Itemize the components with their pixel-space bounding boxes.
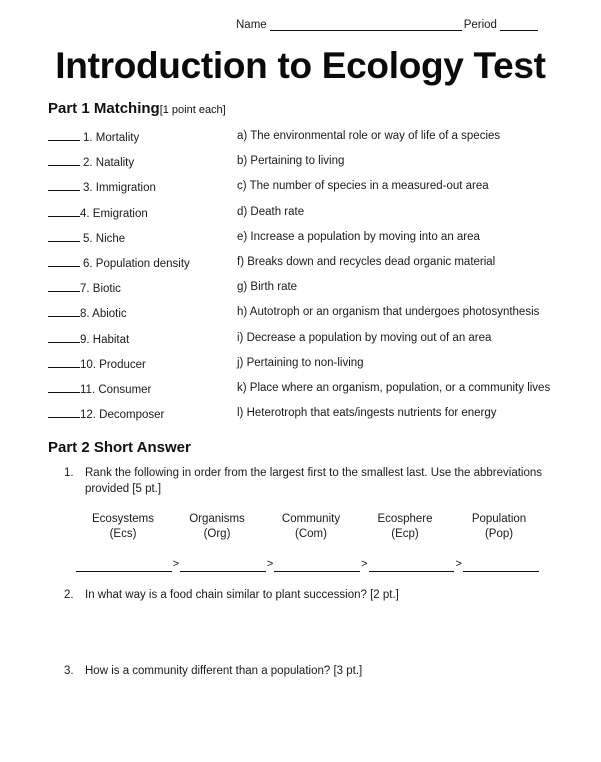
rank-word-item: [452, 512, 546, 542]
matching-row: [48, 357, 568, 382]
matching-definition: d) Death rate: [237, 205, 305, 218]
matching-answer-blank[interactable]: [48, 256, 80, 267]
question-2-text: In what way is a food chain similar to plant succession? [2 pt.]: [85, 589, 399, 601]
matching-row: [48, 407, 568, 432]
question-3: [64, 664, 543, 680]
matching-answer-blank[interactable]: [48, 231, 80, 242]
matching-term: [48, 306, 127, 321]
matching-term-label: 8. Abiotic: [80, 308, 127, 321]
matching-term-label: 9. Habitat: [80, 333, 130, 346]
matching-answer-blank[interactable]: [48, 407, 80, 418]
matching-term-label: 10. Producer: [80, 358, 146, 371]
matching-definition: l) Heterotroph that eats/ingests nutrients for energy: [237, 407, 497, 420]
rank-word-name: Population: [471, 513, 527, 525]
matching-row: [48, 306, 568, 331]
matching-term-label: 5. Niche: [83, 232, 126, 245]
matching-row: [48, 281, 568, 306]
matching-definition: a) The environmental role or way of life of a species: [237, 130, 501, 142]
matching-term-label: 6. Population density: [83, 257, 190, 270]
rank-word-item: [170, 512, 264, 542]
rank-word-abbreviation: (Ecs): [109, 528, 137, 540]
question-1-text: Rank the following in order from the largest first to the smallest last. Use the abbreviations provided [5 pt.]: [85, 467, 543, 495]
matching-term-label: 11. Consumer: [80, 383, 152, 396]
page-title: Introduction to Ecology Test: [55, 45, 546, 86]
name-period-header: [236, 14, 586, 32]
matching-row: [48, 206, 568, 231]
matching-term: [48, 407, 164, 422]
rank-word-abbreviation: (Ecp): [391, 528, 419, 540]
rank-word-name: Ecosystems: [92, 513, 154, 525]
matching-answer-blank[interactable]: [48, 306, 80, 317]
matching-row: [48, 256, 568, 281]
matching-definition: f) Breaks down and recycles dead organic material: [237, 255, 496, 268]
matching-definition: b) Pertaining to living: [237, 155, 345, 168]
matching-row: [48, 130, 568, 155]
matching-definition: h) Autotroph or an organism that undergoes photosynthesis: [237, 306, 540, 319]
rank-word-item: [264, 512, 358, 542]
matching-answer-blank[interactable]: [48, 180, 80, 191]
matching-term: [48, 332, 129, 347]
matching-definition: c) The number of species in a measured-out area: [237, 180, 489, 193]
matching-row: [48, 332, 568, 357]
matching-term: [48, 382, 151, 397]
matching-answer-blank[interactable]: [48, 382, 80, 393]
matching-term: [48, 281, 121, 296]
matching-answer-blank[interactable]: [48, 130, 80, 141]
matching-term-label: 4. Emigration: [80, 207, 148, 220]
rank-word-item: [358, 512, 452, 542]
matching-answer-blank[interactable]: [48, 206, 80, 217]
matching-definition: k) Place where an organism, population, or a community lives: [237, 381, 551, 394]
matching-answer-blank[interactable]: [48, 332, 80, 343]
period-blank-field[interactable]: [500, 19, 538, 31]
rank-answer-line[interactable]: [76, 554, 539, 572]
matching-term: [48, 231, 125, 246]
rank-blank-5[interactable]: [463, 556, 539, 572]
matching-definition: j) Pertaining to non-living: [237, 356, 364, 369]
matching-term: [48, 256, 190, 271]
rank-separator-2: >: [266, 558, 274, 570]
part-1-heading-text: Part 1 Matching: [48, 100, 160, 117]
matching-row: [48, 180, 568, 205]
question-1-number: 1.: [64, 467, 74, 479]
part-1-heading: [48, 100, 226, 117]
matching-answer-blank[interactable]: [48, 281, 80, 292]
question-3-number: 3.: [64, 665, 74, 677]
rank-blank-3[interactable]: [274, 556, 360, 572]
rank-blank-1[interactable]: [76, 556, 172, 572]
matching-term-label: 3. Immigration: [83, 182, 156, 195]
matching-answer-blank[interactable]: [48, 155, 80, 166]
matching-answer-blank[interactable]: [48, 357, 80, 368]
matching-section: [48, 130, 568, 432]
name-blank-field[interactable]: [270, 19, 462, 31]
matching-definition: e) Increase a population by moving into an area: [237, 230, 480, 243]
matching-term-label: 2. Natality: [83, 157, 135, 170]
question-2-number: 2.: [64, 589, 74, 601]
matching-term-label: 1. Mortality: [83, 132, 140, 144]
rank-word-abbreviation: (Org): [203, 528, 231, 540]
rank-word-abbreviation: (Pop): [484, 528, 514, 540]
rank-word-abbreviation: (Com): [295, 528, 327, 540]
matching-term-label: 7. Biotic: [80, 283, 121, 296]
part-1-points-note: [1 point each]: [159, 104, 226, 116]
matching-definition: g) Birth rate: [237, 281, 298, 294]
rank-separator-1: >: [172, 558, 180, 570]
matching-term: [48, 180, 156, 195]
question-2: [64, 588, 543, 604]
rank-separator-4: >: [455, 558, 462, 570]
rank-word-name: Ecosphere: [377, 513, 433, 525]
matching-term: [48, 155, 134, 170]
rank-blank-2[interactable]: [180, 556, 266, 572]
period-label: Period: [463, 19, 497, 31]
name-label: Name: [236, 19, 267, 31]
matching-term: [48, 206, 148, 221]
rank-word-name: Community: [281, 513, 341, 525]
question-3-text: How is a community different than a population? [3 pt.]: [85, 665, 363, 677]
matching-term: [48, 357, 146, 372]
matching-term: [48, 130, 139, 145]
rank-word-item: [76, 512, 170, 542]
question-1: [64, 466, 543, 497]
part-2-heading: Part 2 Short Answer: [48, 439, 191, 456]
matching-term-label: 12. Decomposer: [80, 409, 165, 422]
rank-separator-3: >: [361, 558, 368, 570]
rank-blank-4[interactable]: [369, 556, 455, 572]
rank-word-name: Organisms: [189, 513, 245, 525]
matching-row: [48, 231, 568, 256]
matching-row: [48, 155, 568, 180]
matching-row: [48, 382, 568, 407]
matching-definition: i) Decrease a population by moving out of an area: [237, 331, 492, 344]
rank-word-bank: [76, 512, 546, 542]
